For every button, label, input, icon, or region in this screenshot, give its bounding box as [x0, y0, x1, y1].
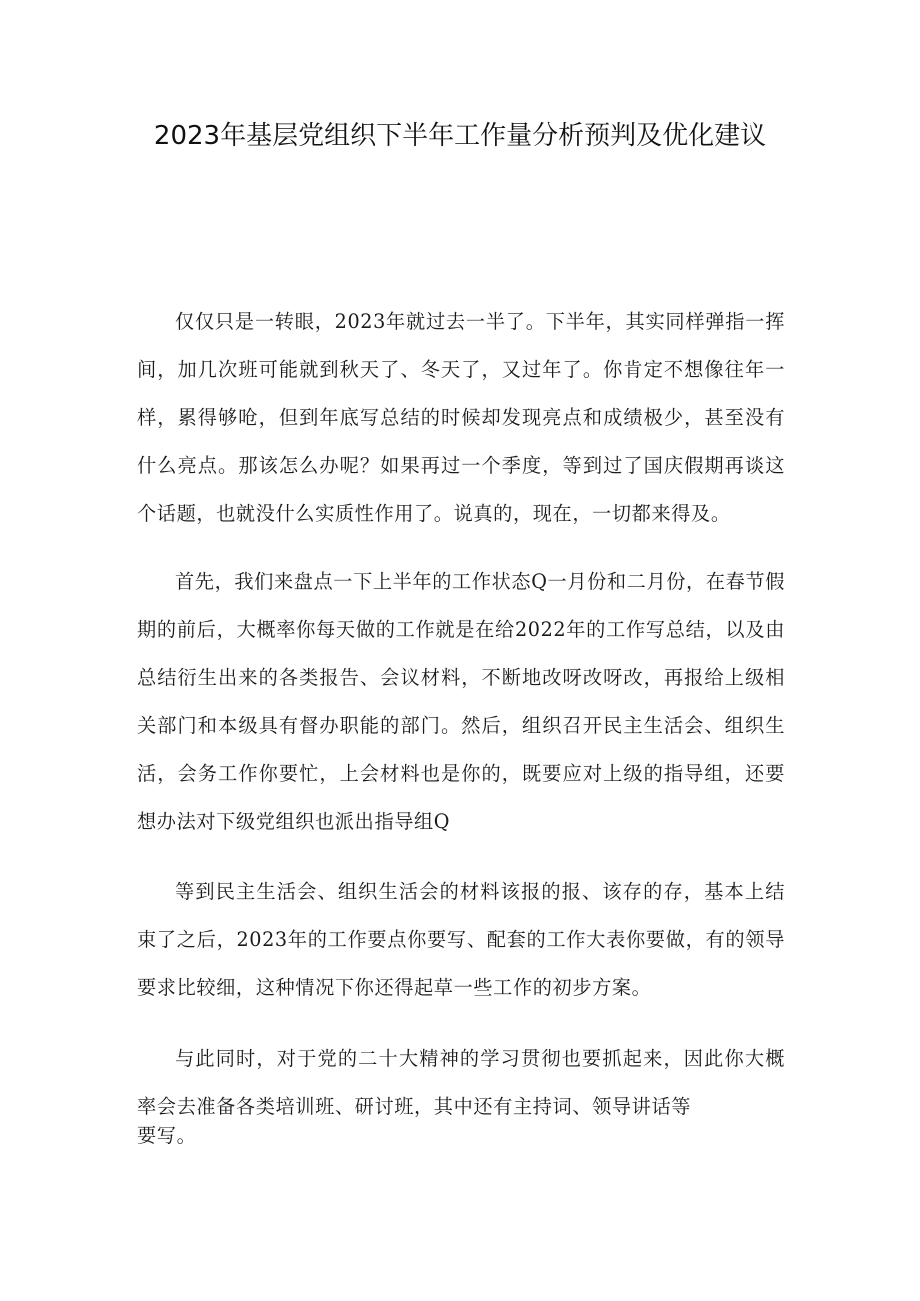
paragraph-4-continuation: 要写。: [137, 1124, 197, 1147]
paragraph-3: 等到民主生活会、组织生活会的材料该报的报、该存的存，基本上结束了之后，2023年的工作要点你要写、配套的工作大表你要做，有的领导要求比较细，这种情况下你还得起草一些工作的初步方案。: [137, 880, 785, 999]
paragraph-4: 与此同时，对于党的二十大精神的学习贯彻也要抓起来，因此你大概率会去准备各类培训班、研讨班，其中还有主持词、领导讲话等: [137, 1047, 785, 1118]
paragraph-1: 仅仅只是一转眼，2023年就过去一半了。下半年，其实同样弹指一挥间，加几次班可能就到秋天了、冬天了，又过年了。你肯定不想像往年一样，累得够呛，但到年底写总结的时候却发现亮点和成绩极少，甚至没有什么亮点。那该怎么办呢？如果再过一个季度，等到过了国庆假期再谈这个话题，也就没什么实质性作用了。说真的，现在，一切都来得及。: [137, 310, 785, 525]
document-title: 2023年基层党组织下半年工作量分析预判及优化建议: [153, 121, 767, 151]
paragraph-2: 首先，我们来盘点一下上半年的工作状态Q一月份和二月份，在春节假期的前后，大概率你每天做的工作就是在给2022年的工作写总结，以及由总结衍生出来的各类报告、会议材料，不断地改呀改呀改，再报给上级相关部门和本级具有督办职能的部门。然后，组织召开民主生活会、组织生活，会务工作你要忙，上会材料也是你的，既要应对上级的指导组，还要想办法对下级党组织也派出指导组Q: [137, 570, 785, 833]
